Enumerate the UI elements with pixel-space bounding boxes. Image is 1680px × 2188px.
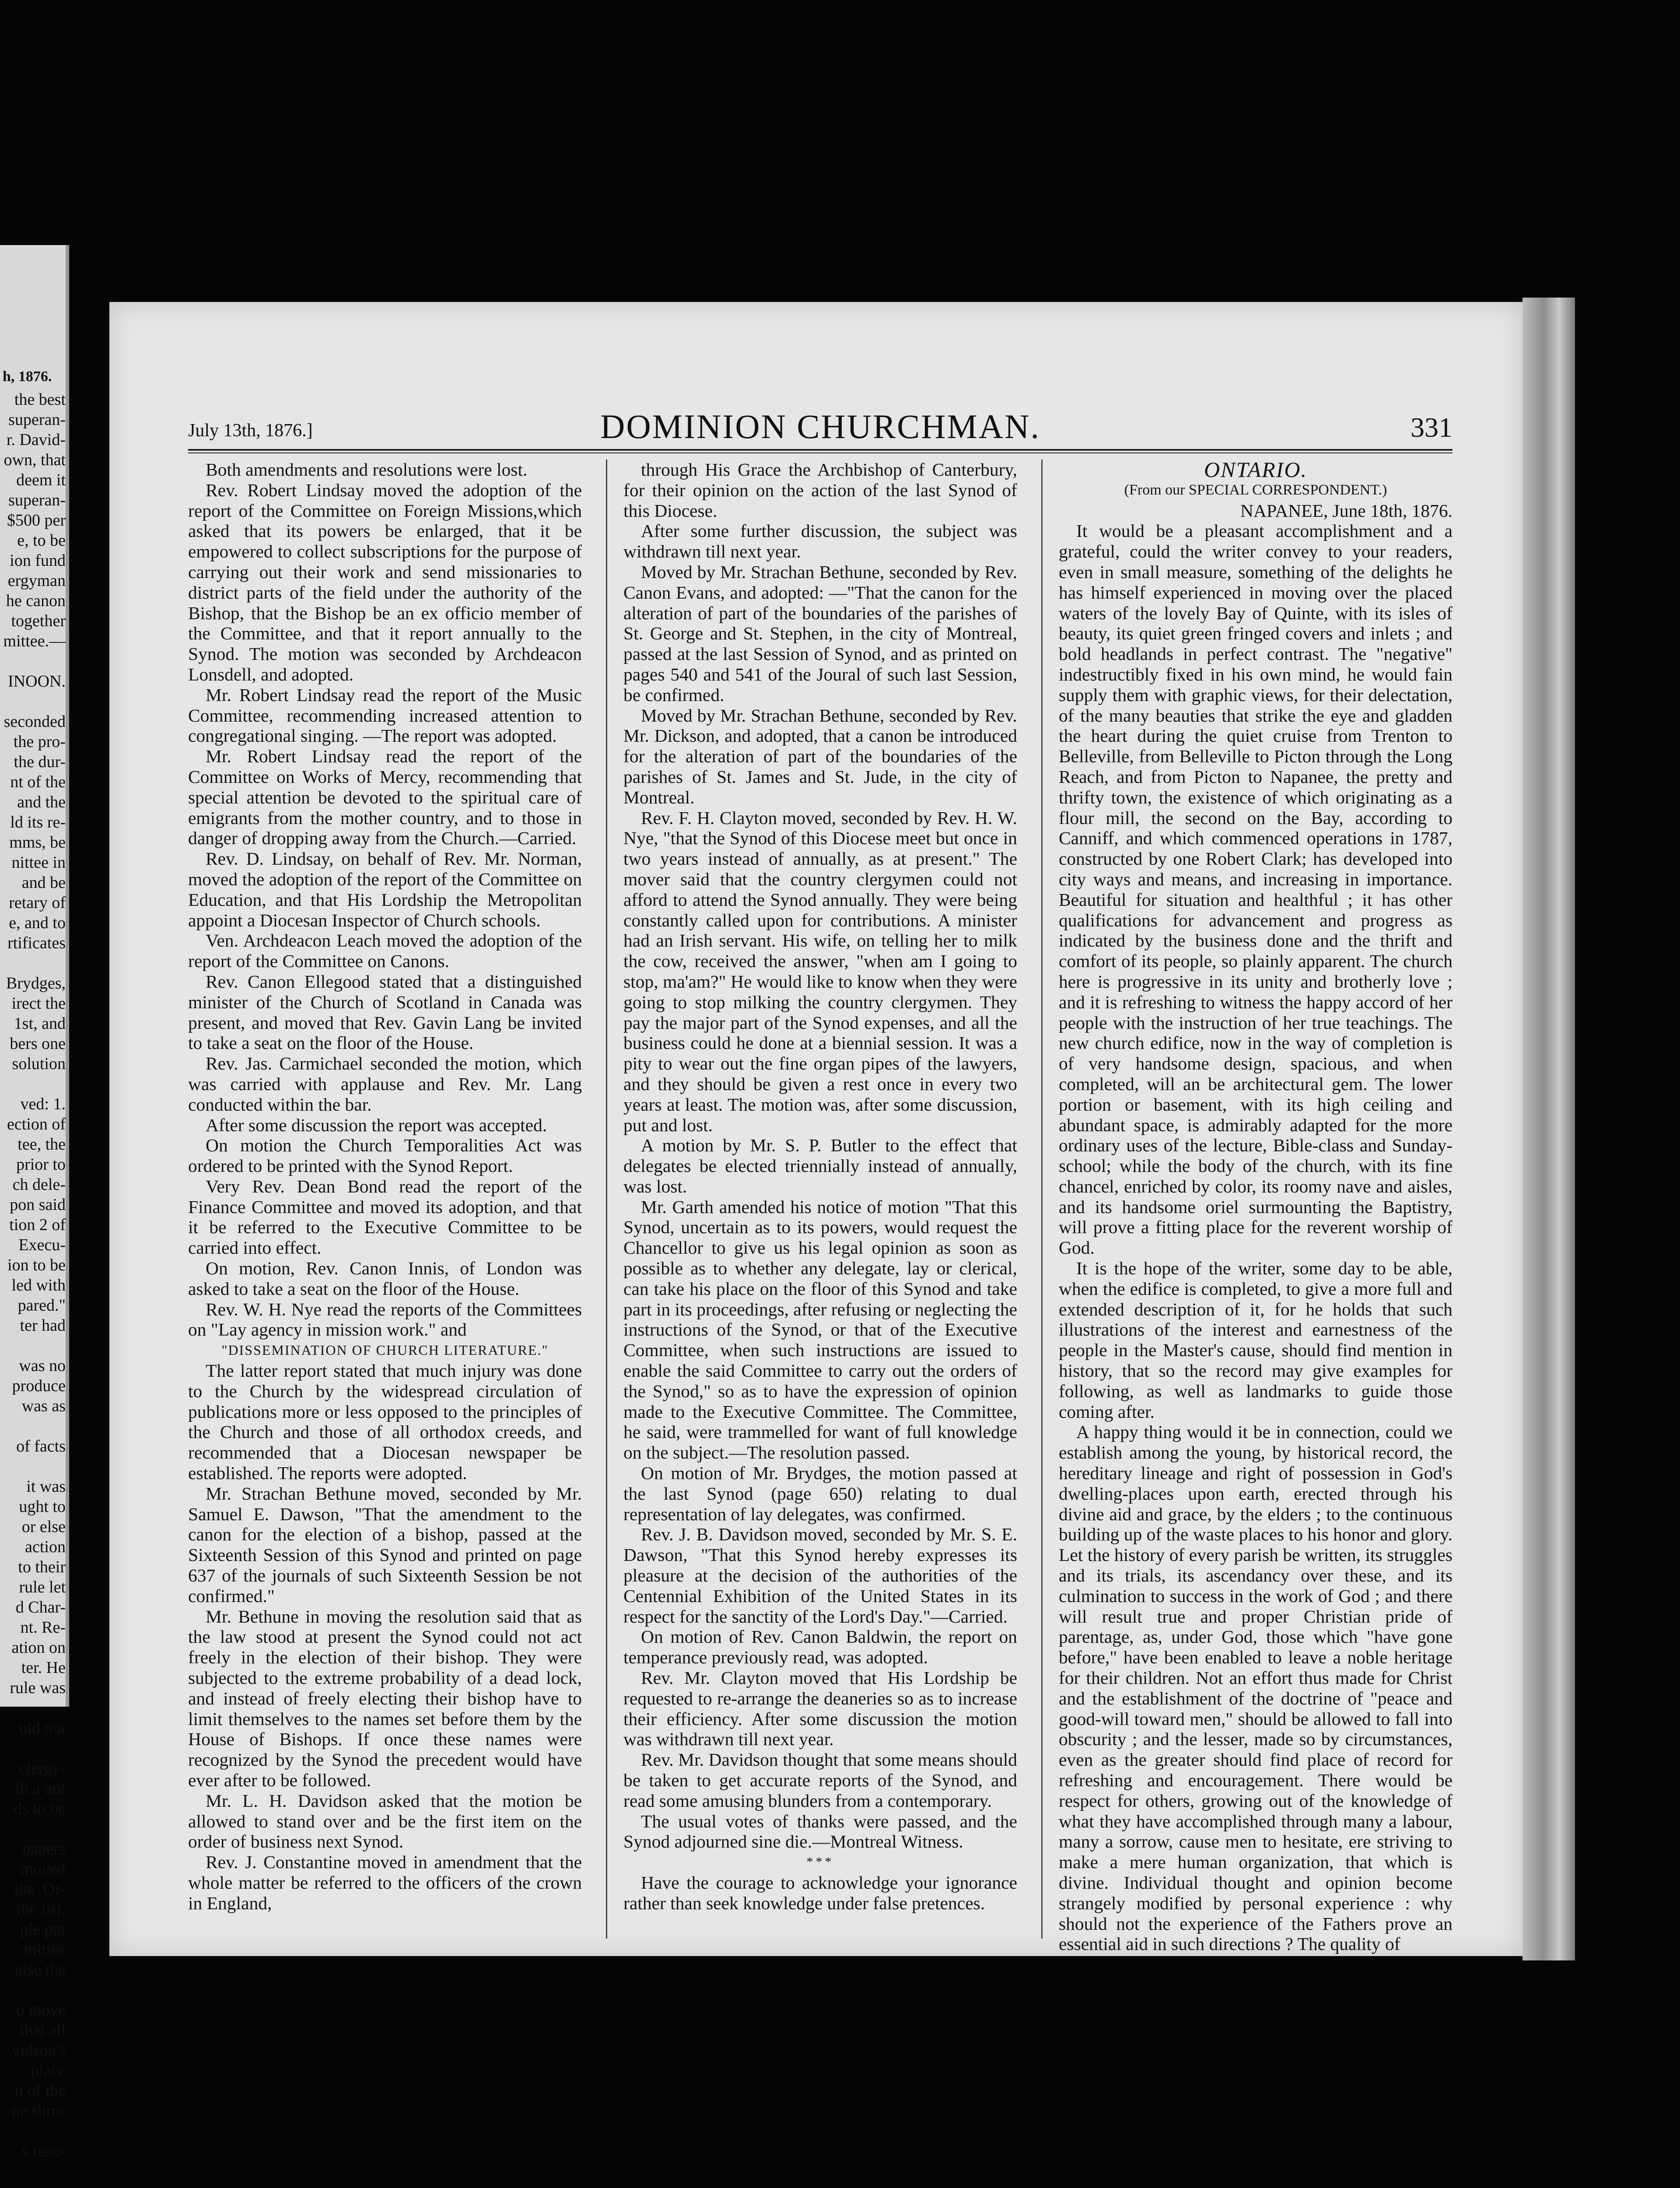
left-page-line: produce <box>12 1377 66 1395</box>
left-page-line: the dur- <box>14 753 66 771</box>
left-page-line: own, that <box>4 451 66 469</box>
left-page-line: deem it <box>16 471 66 489</box>
paragraph: Mr. Bethune in moving the resolution said that as the law stood at present the Synod could not act freely in the election of their bishop. They were subjected to the extreme probability of a dead lock, and instead of freely electing their bishop have to limit themselves to the names set before them by the House of Bishops. If once these names were recognized by the Synod the precedent would have ever after to be followed. <box>188 1606 582 1790</box>
left-page-line: r. David- <box>6 431 66 449</box>
left-page-line: or else <box>21 1518 66 1536</box>
column-divider <box>1041 459 1043 1939</box>
left-page-line: the Or- <box>14 1880 66 1898</box>
left-page-line: retary of <box>9 894 66 912</box>
left-page-line: INOON. <box>8 672 66 691</box>
left-page-line: tion 2 of <box>9 1216 66 1234</box>
left-page-line: the list, <box>17 1900 66 1918</box>
left-page-text-fragments <box>0 389 66 2161</box>
left-page-line <box>0 1698 66 1718</box>
left-page-line: that all <box>20 2021 66 2039</box>
paragraph: Mr. L. H. Davidson asked that the motion be allowed to stand over and be the first item on the order of business next Synod. <box>188 1790 582 1852</box>
left-page-line: mms, be <box>9 833 66 852</box>
left-page-line: and the <box>17 793 66 811</box>
paragraph: Both amendments and resolutions were lost. <box>206 459 528 480</box>
left-page-line: ch dele- <box>12 1175 66 1194</box>
paragraph: Rev. Mr. Clayton moved that His Lordship be requested to re-arrange the deaneries so as to increase their efficiency. After some discussion the motion was withdrawn till next year. <box>623 1668 1017 1750</box>
column-2 <box>623 459 1017 1914</box>
left-page-line: mittee <box>24 1940 66 1959</box>
paragraph: Mr. Robert Lindsay read the report of the Music Committee, recommending increased attention to congregational singing. —The report was adopted. <box>188 684 582 746</box>
paragraph: Ven. Archdeacon Leach moved the adoption of the report of the Committee on Canons. <box>188 930 582 971</box>
paragraph: Rev. Jas. Carmichael seconded the motion, which was carried with applause and Rev. Mr. Lang conducted within the bar. <box>188 1053 582 1115</box>
left-page-line <box>0 1819 66 1839</box>
left-page-line: 1st, and <box>14 1014 66 1033</box>
left-page-line: seconded <box>4 712 66 731</box>
left-page-line: ter had <box>20 1316 66 1335</box>
left-page-line: ne shro- <box>11 2101 66 2120</box>
left-page-line: rule let <box>19 1578 66 1596</box>
left-page-line: was no <box>19 1357 66 1375</box>
left-page-line: nt. Re- <box>20 1618 66 1637</box>
paragraph: On motion, Rev. Canon Innis, of London was asked to take a seat on the floor of the House. <box>188 1258 582 1299</box>
paragraph: It would be a pleasant accomplishment and a grateful, could the writer convey to your readers, even in small measure, something of the delights he has himself experienced in moving over the placed waters of the lovely Bay of Quinte, with its isles of beauty, its quiet green fringed covers and inlets ; and bold headlands in perfect contrast. The "negative" indestructibly fixed in his own mind, he would fain supply them with graphic views, for their delectation, of the many beauties that strike the eye and gladden the heart during the quiet cruise from Trenton to Belleville, from Belleville to Picton through the Long Reach, and from Picton to Napanee, the pretty and thrifty town, the existence of which originating as a flour mill, the second on the Bay, according to Canniff, and which commenced operations in 1787, constructed by one Robert Clark; has developed into city ways and means, and increasing in importance. Beautiful for situation and healthful ; it has other qualifications for advancement and progress as indicated by the business done and the thrift and comfort of its people, so plainly apparent. The church here is progressive in its unity and brotherly love ; and it is refreshing to witness the happy accord of her people with the instruction of her true teachings. The new church edifice, now in the way of completion is of very handsome design, spacious, and when completed, will an be architectural gem. The lower portion or basement, with its high ceiling and abundant space, is admirably adapted for the more ordinary uses of the lecture, Bible-class and Sunday-school; while the body of the church, with its fine chancel, enriched by color, its roomy nave and aisles, and its handsome oriel surmounting the Baptistry, will prove a fitting place for the reverent worship of God. <box>1059 521 1452 1258</box>
paragraph: Rev. Canon Ellegood stated that a distinguished minister of the Church of Scotland in Canada was present, and moved that Rev. Gavin Lang be invited to take a seat on the floor of the House. <box>188 971 582 1053</box>
left-page-line: ught to <box>19 1497 66 1516</box>
column-1 <box>188 459 582 1914</box>
left-page-line: the pro- <box>13 733 66 751</box>
left-page-line: rule was <box>10 1679 66 1697</box>
left-page-line: superan- <box>8 491 66 509</box>
left-page-line <box>0 1980 66 2000</box>
separator: *** <box>806 1855 834 1869</box>
left-page-header: h, 1876. <box>3 368 52 385</box>
paragraph: Very Rev. Dean Bond read the report of the Finance Committee and moved its adoption, and that it be referred to the Executive Committee to be carried into effect. <box>188 1176 582 1258</box>
paragraph: Mr. Garth amended his notice of motion "That this Synod, uncertain as to its powers, would request the Chancellor to give us his legal opinion as soon as possible as to whether any delegate, lay or clerical, can take his place on the floor of this Synod and take part in its proceedings, after refusing or neglecting the instructions of the Synod, or that of the Executive Committee, when such instructions are issued to enable the said Committee to carry out the orders of the Synod," so as to have the expression of opinion made to the Executive Committee. The Committee, he said, were trammelled for want of full knowledge on the subject.—The resolution passed. <box>623 1196 1018 1463</box>
left-page-line: action <box>25 1538 66 1556</box>
left-page-line: together <box>11 612 66 630</box>
paragraph: The usual votes of thanks were passed, and the Synod adjourned sine die.—Montreal Witness. <box>623 1811 1017 1852</box>
paragraph: After some further discussion, the subject was withdrawn till next year. <box>623 521 1017 562</box>
left-page-line: ter. He <box>21 1659 66 1677</box>
paragraph: It is the hope of the writer, some day to be able, when the edifice is completed, to give a more full and extended description of it, for he holds that such illustrations of the interest and earnestness of the people in the Master's cause, should find mention in history, that so the record may give examples for following, as well as landmarks to guide those coming after. <box>1059 1258 1452 1422</box>
issue-date: July 13th, 1876.] <box>188 421 313 441</box>
left-page-line: was as <box>21 1397 66 1415</box>
left-page-line: uld not <box>19 1719 66 1737</box>
correspondent-line: (From our SPECIAL CORRESPONDENT.) <box>1124 481 1387 498</box>
page-number: 331 <box>1410 412 1452 443</box>
paragraph: Rev. J. Constantine moved in amendment that the whole matter be referred to the officers of the crown in England, <box>188 1852 582 1913</box>
newspaper-title: DOMINION CHURCHMAN. <box>600 407 1041 445</box>
left-page-line: of facts <box>16 1437 66 1455</box>
left-page-line: ation on <box>11 1638 66 1657</box>
left-page-line: and be <box>21 873 66 892</box>
left-page-line: ion fund <box>10 551 66 570</box>
paragraph: On motion of Rev. Canon Baldwin, the report on temperance previously read, was adopted. <box>623 1627 1017 1668</box>
left-page-line: s reso- <box>21 2142 66 2160</box>
left-page-line: led with <box>11 1276 66 1294</box>
left-page-line: irect the <box>11 994 66 1013</box>
left-page-line: to their <box>18 1558 66 1576</box>
left-page-line <box>0 691 66 712</box>
dateline: NAPANEE, June 18th, 1876. <box>1240 500 1452 521</box>
left-page-line: papers <box>22 1840 66 1858</box>
left-page-line: prior to <box>16 1155 66 1174</box>
left-page-line <box>0 651 66 671</box>
section-subheading: "DISSEMINATION OF CHURCH LITERATURE." <box>221 1342 549 1358</box>
left-page-line <box>0 1456 66 1476</box>
left-page-line <box>0 953 66 973</box>
left-page-line: ili a not <box>14 1779 66 1798</box>
left-page-line: pared." <box>18 1296 66 1315</box>
left-page-line: rtificates <box>7 934 66 952</box>
left-page-line: nittee in <box>11 853 66 872</box>
left-page-line: nt of the <box>10 773 66 791</box>
paragraph: Rev. Robert Lindsay moved the adoption of the report of the Committee on Foreign Missions,which asked that its powers be enlarged, that it be empowered to collect subscriptions for the purpose of carrying out their work and send missionaries to district parts of the field under the authority of the Bishop, that the Bishop be an ex officio member of the Committee, and that it report annually to the Synod. The motion was seconded by Archdeacon Lonsdell, and adopted. <box>188 480 582 684</box>
left-page-line: nise the <box>14 1960 66 1979</box>
left-page-line <box>0 1074 66 1094</box>
left-page-line <box>0 1416 66 1436</box>
left-page-line <box>0 1336 66 1356</box>
left-page-line: tee, the <box>18 1135 66 1154</box>
left-page-line: ection of <box>7 1115 66 1133</box>
section-heading: ONTARIO. <box>1204 457 1307 482</box>
left-page-line <box>0 1738 66 1758</box>
paragraph: Have the courage to acknowledge your ignorance rather than seek knowledge under false pretences. <box>623 1872 1017 1913</box>
left-page-line: the best <box>14 390 66 409</box>
column-divider <box>606 459 607 1939</box>
left-page-line: bers one <box>10 1034 66 1053</box>
paragraph: Rev. J. B. Davidson moved, seconded by Mr. S. E. Dawson, "That this Synod hereby expresses its pleasure at the decision of the authorities of the Centennial Exhibition of the United States in its respect for the sanctity of the Lord's Day."—Carried. <box>623 1524 1017 1627</box>
paragraph: On motion the Church Temporalities Act was ordered to be printed with the Synod Report. <box>188 1135 582 1176</box>
left-page-line: ergyman <box>7 572 66 590</box>
paragraph: On motion of Mr. Brydges, the motion passed at the last Synod (page 650) relating to dual representation of lay delegates, was confirmed. <box>623 1463 1017 1524</box>
paragraph: through His Grace the Archbishop of Canterbury, for their opinion on the action of the last Synod of this Diocese. <box>623 459 1017 521</box>
left-page-fragment <box>0 245 69 2160</box>
paragraph: Mr. Strachan Bethune moved, seconded by Mr. Samuel E. Dawson, "That the amendment to the canon for the election of a bishop, passed at the Sixteenth Session of this Synod and printed on page 637 of the journals of such Sixteenth Session be not confirmed." <box>188 1483 582 1606</box>
left-page-line: clergy- <box>19 1759 66 1778</box>
left-page-line: e, to be <box>17 531 66 550</box>
left-page-line: ple put <box>20 1920 66 1939</box>
paragraph: Moved by Mr. Strachan Bethune, seconded by Rev. Canon Evans, and adopted: —"That the canon for the alteration of part of the boundaries of the parishes of St. George and St. Stephen, in the city of Montreal, passed at the last Session of Synod, and as printed on pages 540 and 541 of the Joural of such last Session, be confirmed. <box>623 561 1017 705</box>
paragraph: Rev. W. H. Nye read the reports of the Committees on "Lay agency in mission work." and <box>188 1299 582 1340</box>
paragraph: A motion by Mr. S. P. Butler to the effect that delegates be elected triennially instead of annually, was lost. <box>623 1135 1017 1196</box>
left-page-line: pon said <box>10 1196 66 1214</box>
left-page-line: vidson's <box>12 2041 66 2059</box>
left-page-line: $500 per <box>7 511 66 529</box>
paragraph: Moved by Mr. Strachan Bethune, seconded by Rev. Mr. Dickson, and adopted, that a canon be introduced for the alteration of part of the boundaries of the parishes of St. James and St. Jude, in the city of Montreal. <box>623 705 1017 807</box>
left-page-line: ved: 1. <box>20 1095 66 1113</box>
paragraph: Mr. Robert Lindsay read the report of the Committee on Works of Mercy, recommending that special attention be devoted to the spiritual care of emigrants from the mother country, and to those in danger of dropping away from the Church.—Carried. <box>188 746 582 849</box>
left-page-line: mittee.— <box>3 632 66 650</box>
left-page-line: Brydges, <box>6 974 66 992</box>
left-page-line: n of the <box>14 2081 66 2100</box>
masthead <box>188 407 1452 446</box>
left-page-line: d Char- <box>15 1598 66 1616</box>
paragraph: After some discussion the report was accepted. <box>206 1115 547 1135</box>
left-page-line: ld its re- <box>10 813 66 831</box>
left-page-line: solution <box>12 1055 66 1073</box>
page-edge <box>1522 298 1575 1960</box>
column-3 <box>1059 459 1452 1954</box>
left-page-line: ion to be <box>7 1256 66 1274</box>
left-page-line: superan- <box>8 410 66 429</box>
newspaper-page <box>109 302 1522 1956</box>
header-rule <box>188 449 1452 453</box>
left-page-line: ds to be <box>14 1799 66 1818</box>
left-page-line: it was <box>26 1477 66 1496</box>
left-page-line: place <box>30 2061 66 2079</box>
paragraph: Rev. Mr. Davidson thought that some means should be taken to get accurate reports of the Synod, and read some amusing blunders from a contemporary. <box>623 1750 1017 1811</box>
left-page-line: he canon <box>6 592 66 610</box>
left-page-line <box>0 2121 66 2141</box>
paragraph: Rev. D. Lindsay, on behalf of Rev. Mr. Norman, moved the adoption of the report of the Committee on Education, and that His Lordship the Metropolitan appoint a Diocesan Inspector of Church schools. <box>188 849 582 930</box>
paragraph: Rev. F. H. Clayton moved, seconded by Rev. H. W. Nye, "that the Synod of this Diocese meet but once in two years instead of annually, as at present." The mover said that the country clergymen could not afford to attend the Synod annually. They were being constantly called upon for contributions. A minister had an Irish servant. His wife, on telling her to milk the cow, received the answer, "when am I going to stop, ma'am?" He would like to know when they were going to stop milking the country clergymen. They pay the major part of the Synod expenses, and all the business could he done at a biennial session. It was a pity to wear out the fine organ pipes of the lawyers, and they should be given a rest once in every two years at least. The motion was, after some discussion, put and lost. <box>623 807 1017 1135</box>
left-page-line: o move <box>16 2001 66 2019</box>
left-page-line: e, and to <box>9 914 66 932</box>
left-page-line: moved <box>20 1860 66 1878</box>
paragraph: A happy thing would it be in connection, could we establish among the young, by historical record, the hereditary lineage and right of possession in God's dwelling-places upon earth, erected through his divine aid and grace, by the elders ; to the continuous building up of the waste places to his honor and glory. Let the history of every parish be written, its struggles and its trials, its ascendancy over these, and its culmination to success in the work of God ; and there will result true and proper Christian pride of parentage, as, under God, those which "have gone before," have been enabled to leave a noble heritage for their children. Not an effort thus made for Christ and the establishment of the doctrine of "peace and good-will toward men," should be allowed to fall into obscurity ; and the lesser, made so by circumstances, even as the greater should find place of record for refreshing and encouragement. There would be respect for others, growing out of the knowledge of what they have accomplished through many a labour, many a sorrow, cause men to hesitate, ere striving to make a mere human organization, that which is divine. Individual thought and opinion become strangely modified by personal experience : why should not the experience of the Fathers prove an essential aid in such directions ? The quality of <box>1059 1422 1452 1954</box>
left-page-line: Execu- <box>18 1236 66 1254</box>
paragraph: The latter report stated that much injury was done to the Church by the widespread circulation of publications more or less opposed to the principles of the Church and those of all orthodox creeds, and recommended that a Diocesan newspaper be established. The reports were adopted. <box>188 1360 582 1483</box>
